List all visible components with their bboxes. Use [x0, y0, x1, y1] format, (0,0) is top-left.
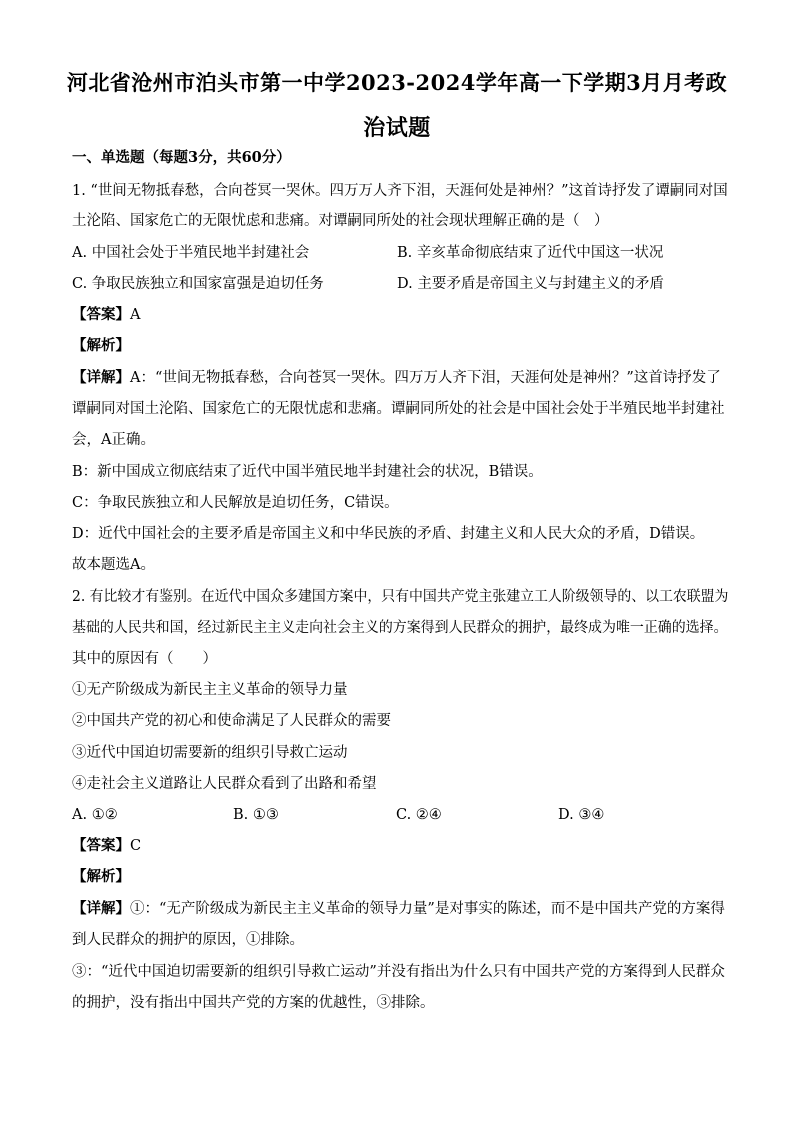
- question-1-stem-line-2: 土沦陷、国家危亡的无限忧虑和悲痛。对谭嗣同所处的社会现状理解正确的是（ ）: [72, 213, 609, 229]
- question-2-option-a: A. ①②: [72, 807, 118, 823]
- question-2-detail-line-2: 到人民群众的拥护的原因，①排除。: [72, 932, 304, 948]
- answer-label: 【答案】: [72, 306, 130, 323]
- answer-value: C: [130, 838, 142, 854]
- question-2-item-1: ①无产阶级成为新民主主义革命的领导力量: [72, 682, 348, 698]
- question-1-detail-line-3: 会，A正确。: [72, 432, 155, 448]
- question-2-option-c: C. ②④: [396, 807, 442, 823]
- question-1-detail-d: D：近代中国社会的主要矛盾是帝国主义和中华民族的矛盾、封建主义和人民大众的矛盾，D错误。: [72, 526, 705, 542]
- question-2-analysis-label: 【解析】: [72, 868, 130, 885]
- question-1-option-a: A. 中国社会处于半殖民地半封建社会: [72, 245, 310, 261]
- question-1-detail-line-2: 谭嗣同对国土沦陷、国家危亡的无限忧虑和悲痛。谭嗣同所处的社会是中国社会处于半殖民地半封建社: [72, 401, 725, 417]
- question-1-option-c: C. 争取民族独立和国家富强是迫切任务: [72, 276, 324, 292]
- question-2-detail-line-4: 的拥护，没有指出中国共产党的方案的优越性，③排除。: [72, 995, 435, 1011]
- question-2-item-2: ②中国共产党的初心和使命满足了人民群众的需要: [72, 713, 391, 729]
- answer-label: 【答案】: [72, 837, 130, 854]
- question-1-option-b: B. 辛亥革命彻底结束了近代中国这一状况: [397, 245, 664, 261]
- question-2-detail-line-3: ③：“近代中国迫切需要新的组织引导救亡运动”并没有指出为什么只有中国共产党的方案得到人民群众: [72, 964, 725, 980]
- question-1-analysis-label: 【解析】: [72, 337, 130, 354]
- question-2-option-b: B. ①③: [233, 807, 279, 823]
- detail-label: 【详解】: [72, 369, 130, 386]
- question-2-answer: [72, 836, 141, 856]
- question-2-stem-line-2: 基础的人民共和国，经过新民主主义走向社会主义的方案得到人民群众的拥护，最终成为唯一正确的选择。: [72, 620, 728, 636]
- question-1-detail-c: C：争取民族独立和人民解放是迫切任务，C错误。: [72, 495, 399, 511]
- question-2-item-3: ③近代中国迫切需要新的组织引导救亡运动: [72, 745, 348, 761]
- question-1-stem-line-1: 1. “世间无物抵春愁，合向苍冥一哭休。四万万人齐下泪，天涯何处是神州？”这首诗抒发了谭嗣同对国: [72, 183, 728, 199]
- answer-value: A: [130, 307, 141, 323]
- section-heading: 一、单选题（每题3分，共60分）: [72, 149, 291, 166]
- detail-label: 【详解】: [72, 900, 130, 917]
- question-2-item-4: ④走社会主义道路让人民群众看到了出路和希望: [72, 776, 377, 792]
- question-1-answer: [72, 305, 140, 325]
- question-2-stem-line-3: 其中的原因有（ ）: [72, 651, 217, 667]
- question-2-option-d: D. ③④: [558, 807, 605, 823]
- question-1-option-d: D. 主要矛盾是帝国主义与封建主义的矛盾: [397, 276, 664, 292]
- question-1-detail-line-1: [72, 368, 721, 388]
- detail-text: ①：“无产阶级成为新民主主义革命的领导力量”是对事实的陈述，而不是中国共产党的方案得: [130, 901, 725, 917]
- question-2-detail-line-1: [72, 899, 725, 919]
- question-2-stem-line-1: 2. 有比较才有鉴别。在近代中国众多建国方案中，只有中国共产党主张建立工人阶级领导的、以工农联盟为: [72, 589, 729, 605]
- document-title-line-2: 治试题: [363, 115, 431, 141]
- document-title-line-1: 河北省沧州市泊头市第一中学2023-2024学年高一下学期3月月考政: [66, 70, 728, 95]
- question-1-conclusion: 故本题选A。: [72, 557, 155, 573]
- detail-text: A：“世间无物抵春愁，合向苍冥一哭休。四万万人齐下泪，天涯何处是神州？”这首诗抒发了: [130, 370, 721, 386]
- question-1-detail-b: B：新中国成立彻底结束了近代中国半殖民地半封建社会的状况，B错误。: [72, 464, 543, 480]
